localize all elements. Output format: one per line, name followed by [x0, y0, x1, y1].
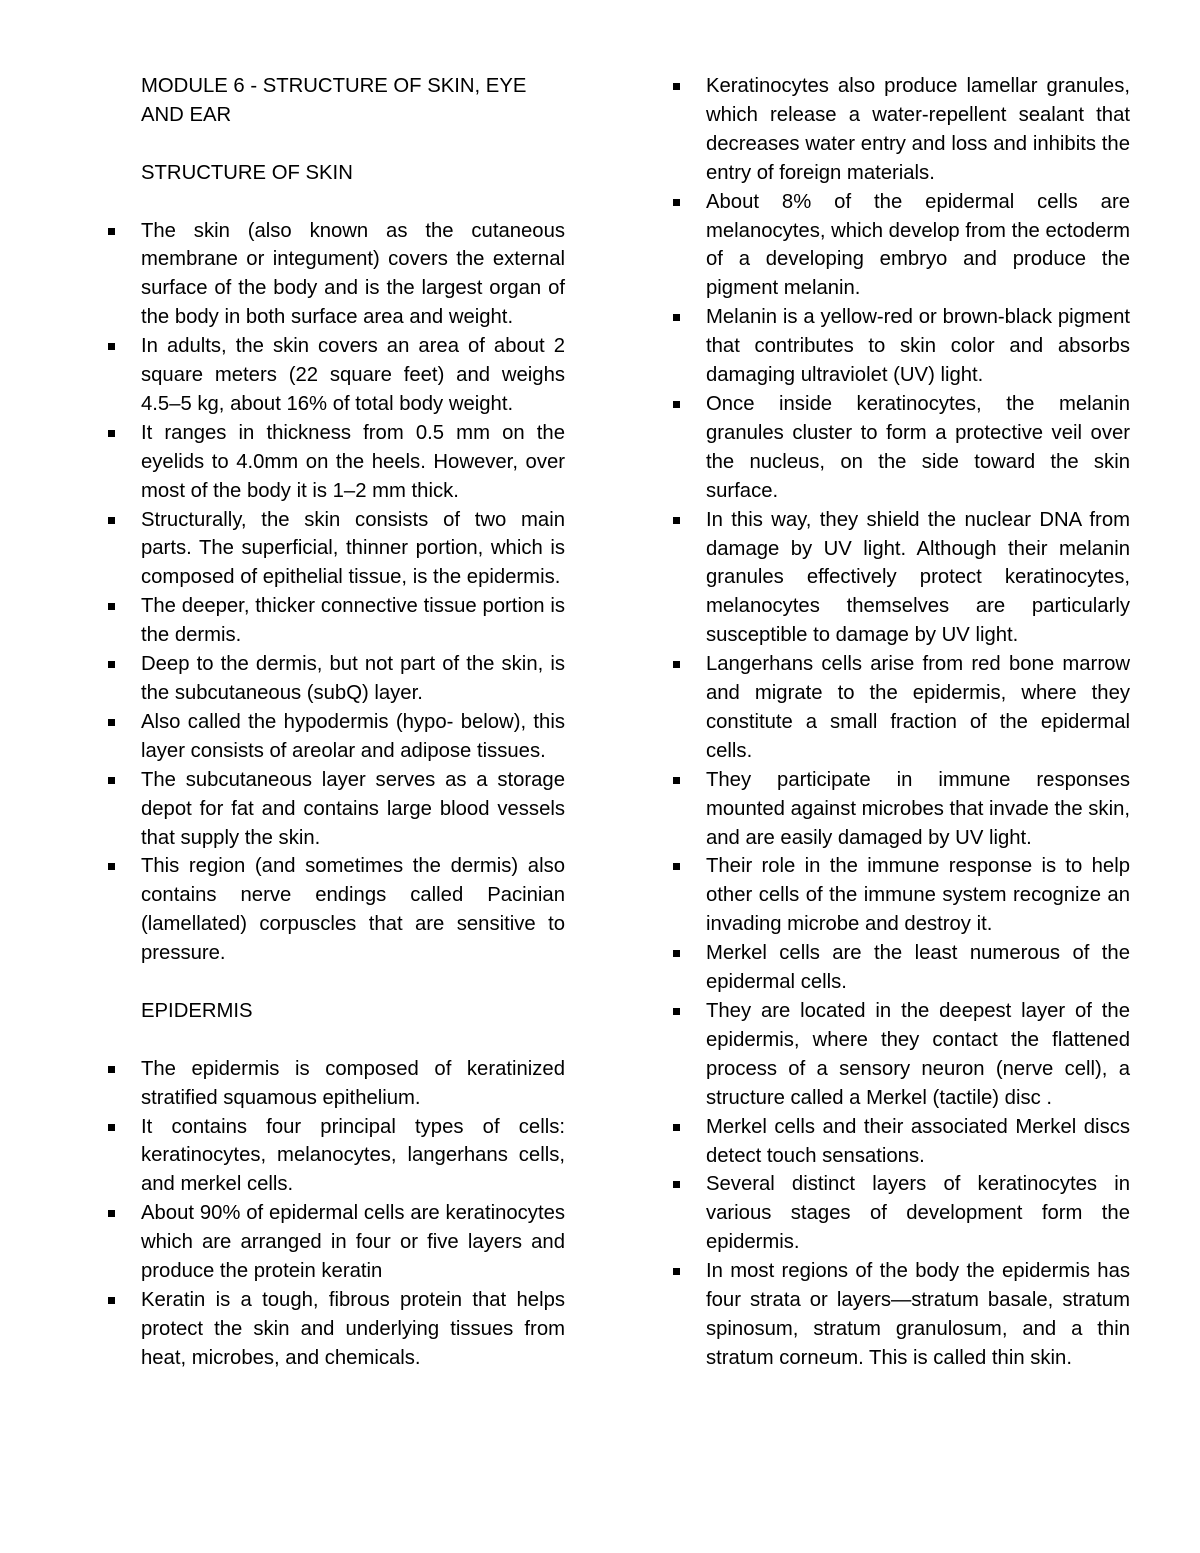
square-bullet-icon [673, 1008, 680, 1015]
list-item: Their role in the immune response is to help other cells of the immune system recognize an invading microbe and destroy it. [671, 852, 1130, 939]
square-bullet-icon [108, 1210, 115, 1217]
list-item: They participate in immune responses mounted against microbes that invade the skin, and are easily damaged by UV light. [671, 766, 1130, 853]
section-spacer [106, 968, 565, 997]
list-item: Several distinct layers of keratinocytes in various stages of development form the epidermis. [671, 1170, 1130, 1257]
square-bullet-icon [673, 1124, 680, 1131]
square-bullet-icon [673, 401, 680, 408]
square-bullet-icon [108, 430, 115, 437]
square-bullet-icon [673, 517, 680, 524]
square-bullet-icon [108, 1297, 115, 1304]
list-item: Merkel cells are the least numerous of the epidermal cells. [671, 939, 1130, 997]
square-bullet-icon [108, 1066, 115, 1073]
page-title: MODULE 6 - STRUCTURE OF SKIN, EYE AND EAR [141, 75, 527, 126]
list-item: About 8% of the epidermal cells are melanocytes, which develop from the ectoderm of a developing embryo and produce the pigment melanin. [671, 188, 1130, 304]
list-item: About 90% of epidermal cells are keratinocytes which are arranged in four or five layers and produce the protein keratin [106, 1199, 565, 1286]
square-bullet-icon [673, 777, 680, 784]
list-item: Structurally, the skin consists of two main parts. The superficial, thinner portion, which is composed of epithelial tissue, is the epidermis. [106, 506, 565, 593]
square-bullet-icon [673, 1268, 680, 1275]
list-item: This region (and sometimes the dermis) also contains nerve endings called Pacinian (lamellated) corpuscles that are sensitive to pressure. [106, 852, 565, 968]
epidermis-bullet-list [106, 1055, 565, 1373]
list-item: Keratinocytes also produce lamellar granules, which release a water-repellent sealant that decreases water entry and loss and inhibits the entry of foreign materials. [671, 72, 1130, 188]
list-item: The skin (also known as the cutaneous membrane or integument) covers the external surface of the body and is the largest organ of the body in both surface area and weight. [106, 217, 565, 333]
square-bullet-icon [673, 1181, 680, 1188]
list-item: Deep to the dermis, but not part of the skin, is the subcutaneous (subQ) layer. [106, 650, 565, 708]
list-item: Once inside keratinocytes, the melanin granules cluster to form a protective veil over the nucleus, on the side toward the skin surface. [671, 390, 1130, 506]
list-item: The subcutaneous layer serves as a storage depot for fat and contains large blood vessels that supply the skin. [106, 766, 565, 853]
list-item: The deeper, thicker connective tissue portion is the dermis. [106, 592, 565, 650]
square-bullet-icon [673, 950, 680, 957]
list-item: Also called the hypodermis (hypo- below), this layer consists of areolar and adipose tissues. [106, 708, 565, 766]
list-item: Langerhans cells arise from red bone marrow and migrate to the epidermis, where they constitute a small fraction of the epidermal cells. [671, 650, 1130, 766]
square-bullet-icon [108, 343, 115, 350]
list-item: It contains four principal types of cells: keratinocytes, melanocytes, langerhans cells, and merkel cells. [106, 1113, 565, 1200]
continued-bullet-list [671, 72, 1130, 1373]
section-heading-epidermis: EPIDERMIS [141, 999, 253, 1022]
square-bullet-icon [673, 661, 680, 668]
square-bullet-icon [108, 863, 115, 870]
square-bullet-icon [673, 83, 680, 90]
list-item: Keratin is a tough, fibrous protein that helps protect the skin and underlying tissues from heat, microbes, and chemicals. [106, 1286, 565, 1373]
square-bullet-icon [108, 228, 115, 235]
list-item: It ranges in thickness from 0.5 mm on the eyelids to 4.0mm on the heels. However, over most of the body it is 1–2 mm thick. [106, 419, 565, 506]
list-item: Merkel cells and their associated Merkel discs detect touch sensations. [671, 1113, 1130, 1171]
square-bullet-icon [673, 863, 680, 870]
square-bullet-icon [673, 199, 680, 206]
left-column [106, 72, 565, 1373]
list-item: They are located in the deepest layer of the epidermis, where they contact the flattened process of a sensory neuron (nerve cell), a structure called a Merkel (tactile) disc . [671, 997, 1130, 1113]
square-bullet-icon [108, 517, 115, 524]
square-bullet-icon [108, 1124, 115, 1131]
structure-bullet-list [106, 217, 565, 969]
right-column [671, 72, 1130, 1373]
square-bullet-icon [108, 603, 115, 610]
list-item: Melanin is a yellow-red or brown-black pigment that contributes to skin color and absorbs damaging ultraviolet (UV) light. [671, 303, 1130, 390]
list-item: In most regions of the body the epidermis has four strata or layers—stratum basale, stratum spinosum, stratum granulosum, and a thin stratum corneum. This is called thin skin. [671, 1257, 1130, 1373]
square-bullet-icon [108, 719, 115, 726]
square-bullet-icon [108, 661, 115, 668]
section-heading-structure-of-skin: STRUCTURE OF SKIN [141, 161, 353, 184]
square-bullet-icon [108, 777, 115, 784]
list-item: In adults, the skin covers an area of about 2 square meters (22 square feet) and weighs 4.5–5 kg, about 16% of total body weight. [106, 332, 565, 419]
list-item: In this way, they shield the nuclear DNA from damage by UV light. Although their melanin granules effectively protect keratinocytes, melanocytes themselves are particularly susceptible to damage by UV light. [671, 506, 1130, 651]
square-bullet-icon [673, 314, 680, 321]
list-item: The epidermis is composed of keratinized stratified squamous epithelium. [106, 1055, 565, 1113]
